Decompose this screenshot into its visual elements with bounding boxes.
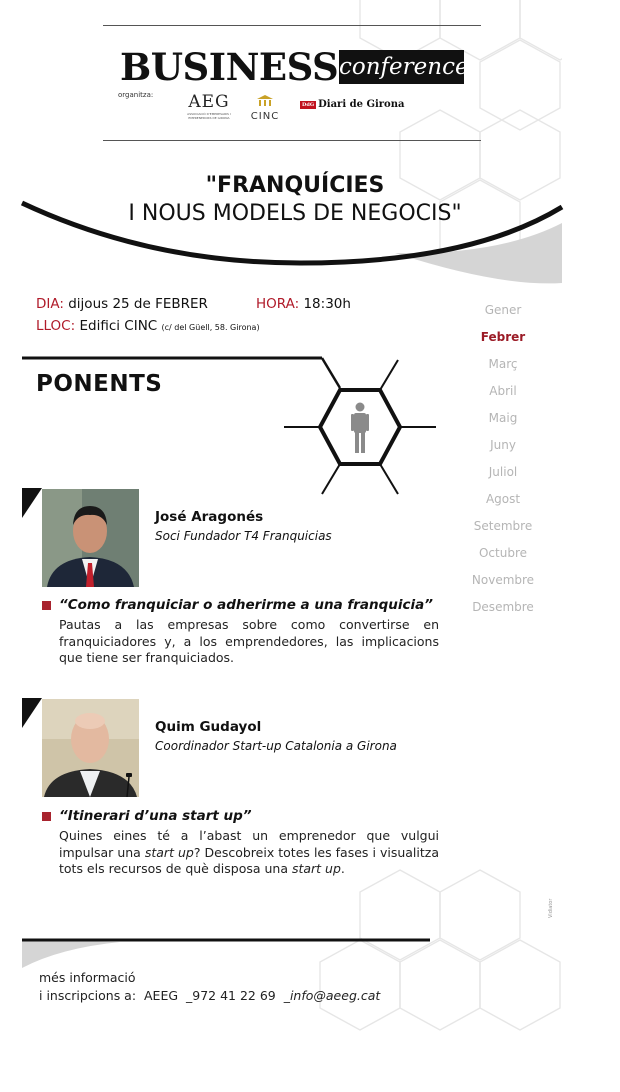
event-title-line2: I NOUS MODELS DE NEGOCIS"	[128, 201, 462, 226]
hora-label: HORA:	[256, 296, 300, 312]
cinc-logo-text: CINC	[250, 111, 280, 122]
speaker2-role: Coordinador Start-up Catalonia a Girona	[155, 739, 397, 753]
footer-swoosh	[0, 930, 620, 970]
speaker2-photo	[42, 699, 139, 797]
footer-inscripcions-label: i inscripcions a:	[39, 988, 137, 1003]
diari-de-girona-logo	[300, 99, 404, 110]
speaker2-desc-part3: ? Descobreix totes les fases i visualitza tots els recursos de què disposa una	[59, 844, 439, 876]
aeg-logo-text: AEG	[188, 92, 230, 112]
footer-more-info: més informació	[39, 970, 136, 985]
speaker2-desc-part4: start up	[291, 861, 341, 876]
lloc-address: (c/ del Güell, 58. Girona)	[161, 323, 260, 332]
event-title-line1: "FRANQUÍCIES	[205, 173, 385, 198]
event-time	[256, 296, 351, 312]
credit-text: Vidiator	[548, 898, 554, 918]
event-location	[36, 318, 260, 334]
speaker2-bullet	[42, 812, 51, 821]
speaker2-description	[59, 828, 439, 878]
aeg-logo-subtext: ASSOCIACIÓ D'EMPRESARIS I EMPRENEDORS DE GIRONA	[187, 112, 231, 120]
header-bottom-rule	[103, 140, 481, 141]
person-icon	[350, 402, 370, 454]
diari-mark: DdG	[302, 101, 315, 108]
hora-value: 18:30h	[303, 296, 351, 312]
diari-logo-text: Diari de Girona	[318, 99, 405, 110]
month-list	[460, 301, 546, 625]
speaker2-desc-part1: Quines eines té a l’abast un emprenedor que vulgui impulsar una	[59, 828, 439, 860]
speaker1-description: Pautas a las empresas sobre como convertirse en franquiciadores y, a los emprendedores, las implicacions que tiene ser franquiciados.	[59, 617, 439, 665]
speaker1-name: José Aragonés	[155, 509, 264, 525]
month-novembre[interactable]: Novembre	[471, 573, 535, 587]
month-gener[interactable]: Gener	[484, 303, 522, 317]
organitza-label: organitza:	[118, 91, 154, 99]
header-top-rule	[103, 25, 481, 26]
title-swoosh	[0, 195, 620, 295]
speaker1-role: Soci Fundador T4 Franquicias	[155, 529, 332, 543]
month-mar[interactable]: Març	[488, 357, 518, 371]
month-febrer[interactable]: Febrer	[480, 330, 526, 344]
footer-org: AEEG	[144, 988, 179, 1003]
footer-phone[interactable]: _972 41 22 69	[186, 988, 276, 1003]
footer-contact	[39, 988, 380, 1003]
speaker1-photo	[42, 489, 139, 587]
ponents-heading: PONENTS	[36, 371, 163, 397]
brand-business: BUSINESS	[120, 45, 339, 89]
brand-conference: conference	[339, 50, 464, 84]
building-icon	[257, 95, 273, 107]
dia-value: dijous 25 de FEBRER	[68, 296, 208, 312]
cinc-logo	[246, 92, 284, 122]
lloc-label: LLOC:	[36, 318, 76, 334]
event-date	[36, 296, 208, 312]
aeg-logo	[187, 92, 231, 120]
speaker2-name: Quim Gudayol	[155, 719, 262, 735]
month-maig[interactable]: Maig	[488, 411, 518, 425]
month-juny[interactable]: Juny	[490, 438, 516, 452]
speaker2-desc-part2: start up	[144, 844, 194, 860]
month-setembre[interactable]: Setembre	[473, 519, 533, 533]
speaker2-desc-part5: .	[340, 861, 345, 876]
lloc-value: Edifici CINC	[79, 318, 158, 334]
footer-email[interactable]: _info@aeeg.cat	[283, 988, 381, 1003]
month-agost[interactable]: Agost	[485, 492, 521, 506]
month-abril[interactable]: Abril	[489, 384, 517, 398]
dia-label: DIA:	[36, 296, 64, 312]
month-desembre[interactable]: Desembre	[472, 600, 534, 614]
month-juliol[interactable]: Juliol	[488, 465, 518, 479]
speaker2-talk-title-text: “Itinerari d’una start up”	[59, 808, 252, 824]
speaker1-bullet	[42, 601, 51, 610]
speaker1-talk-title: “Como franquiciar o adherirme a una franquicia”	[59, 597, 433, 613]
speaker2-talk-title	[59, 808, 252, 824]
month-octubre[interactable]: Octubre	[478, 546, 528, 560]
